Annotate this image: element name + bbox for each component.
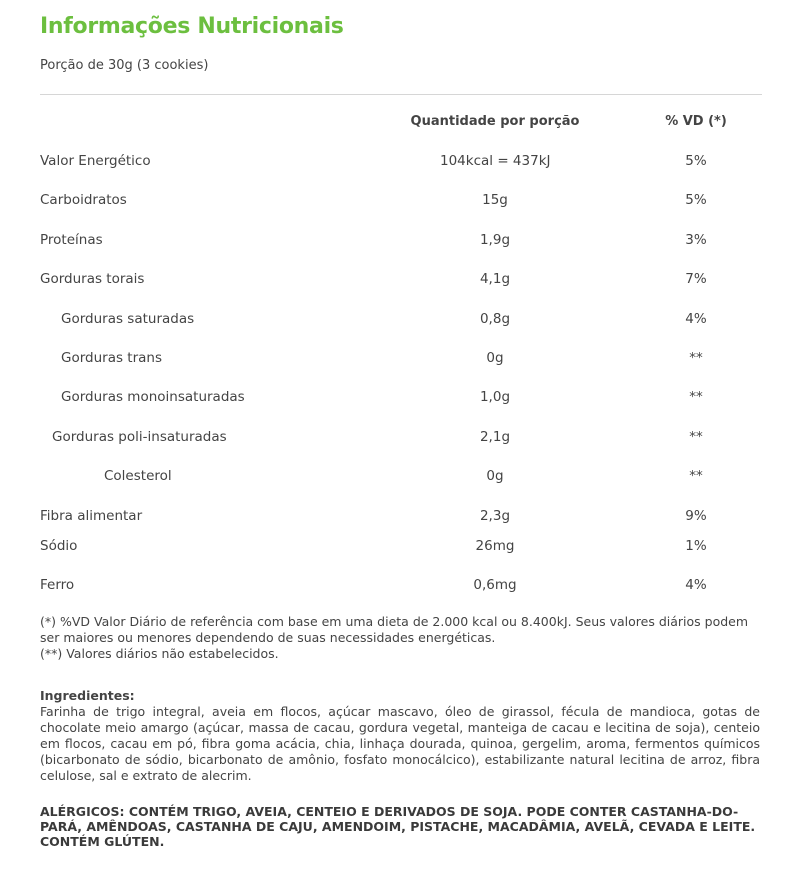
row-quantity: 1,9g [479,232,511,248]
row-label: Carboidratos [40,192,127,208]
table-row [0,389,800,409]
serving-size: Porção de 30g (3 cookies) [40,58,209,73]
row-label: Proteínas [40,232,103,248]
row-quantity: 0g [486,350,504,366]
row-quantity: 26mg [475,538,515,554]
row-dv: ** [689,389,703,405]
table-row [0,429,800,449]
table-row [0,311,800,331]
row-dv: ** [689,350,703,366]
row-dv: 4% [685,577,707,593]
row-quantity: 104kcal = 437kJ [440,153,551,169]
row-label: Fibra alimentar [40,508,143,524]
row-dv: 5% [685,192,707,208]
row-dv: ** [689,429,703,445]
row-label: Sódio [40,538,78,554]
table-row [0,153,800,173]
table-row [0,350,800,370]
allergens-text: ALÉRGICOS: CONTÉM TRIGO, AVEIA, CENTEIO E DERIVADOS DE SOJA. PODE CONTER CASTANHA-DO-PARÁ, AMÊNDOAS, CASTANHA DE CAJU, AMENDOIM, PISTACHE, MACADÂMIA, AVELÃ, CEVADA E LEITE. [40,804,756,834]
row-label: Gorduras saturadas [61,311,195,327]
row-quantity: 1,0g [479,389,511,405]
daily-value-note: (*) %VD Valor Diário de referência com base em uma dieta de 2.000 kcal ou 8.400kJ. Seus valores diários podem ser maiores ou menores dependendo de suas necessidades energéticas. [40,614,749,645]
row-quantity: 0g [486,468,504,484]
page-title: Informações Nutricionais [40,14,344,39]
allergens-section [40,804,760,849]
table-row [0,192,800,212]
gluten-warning: CONTÉM GLÚTEN. [40,834,165,849]
table-row [0,468,800,488]
ingredients-section [40,688,760,784]
ingredients-text: Farinha de trigo integral, aveia em flocos, açúcar mascavo, óleo de girassol, fécula de mandioca, gotas de chocolate meio amargo (açúcar, massa de cacau, gordura vegetal, manteiga de cacau e lecitina de soja), centeio em flocos, cacau em pó, fibra goma acácia, chia, linhaça dourada, quinoa, gergelim, aroma, fermentos químicos (bicarbonato de sódio, bicarbonato de amônio, fosfato monocálcico), estabilizante natural lecitina de arroz, fibra celulose, sal e extrato de alecrim. [40,704,760,783]
table-row [0,538,800,558]
row-quantity: 2,1g [479,429,511,445]
row-dv: 7% [685,271,707,287]
column-header-dv: % VD (*) [665,114,727,129]
table-row [0,508,800,528]
row-label: Gorduras poli-insaturadas [52,429,227,445]
row-label: Valor Energético [40,153,151,169]
table-row [0,577,800,597]
not-established-note: (**) Valores diários não estabelecidos. [40,646,279,661]
ingredients-title: Ingredientes: [40,688,135,703]
row-dv: 9% [685,508,707,524]
table-row [0,232,800,252]
row-label: Gorduras trans [61,350,163,366]
row-quantity: 15g [482,192,508,208]
table-row [0,271,800,291]
row-dv: 1% [685,538,707,554]
row-dv: ** [689,468,703,484]
row-label: Gorduras torais [40,271,145,287]
row-label: Ferro [40,577,75,593]
footnotes [40,614,760,662]
header-divider [40,94,762,95]
row-quantity: 0,8g [479,311,511,327]
row-quantity: 2,3g [479,508,511,524]
row-dv: 4% [685,311,707,327]
row-label: Colesterol [104,468,172,484]
row-dv: 5% [685,153,707,169]
row-quantity: 4,1g [479,271,511,287]
column-header-quantity: Quantidade por porção [410,114,580,129]
row-dv: 3% [685,232,707,248]
row-label: Gorduras monoinsaturadas [61,389,245,405]
row-quantity: 0,6mg [473,577,517,593]
